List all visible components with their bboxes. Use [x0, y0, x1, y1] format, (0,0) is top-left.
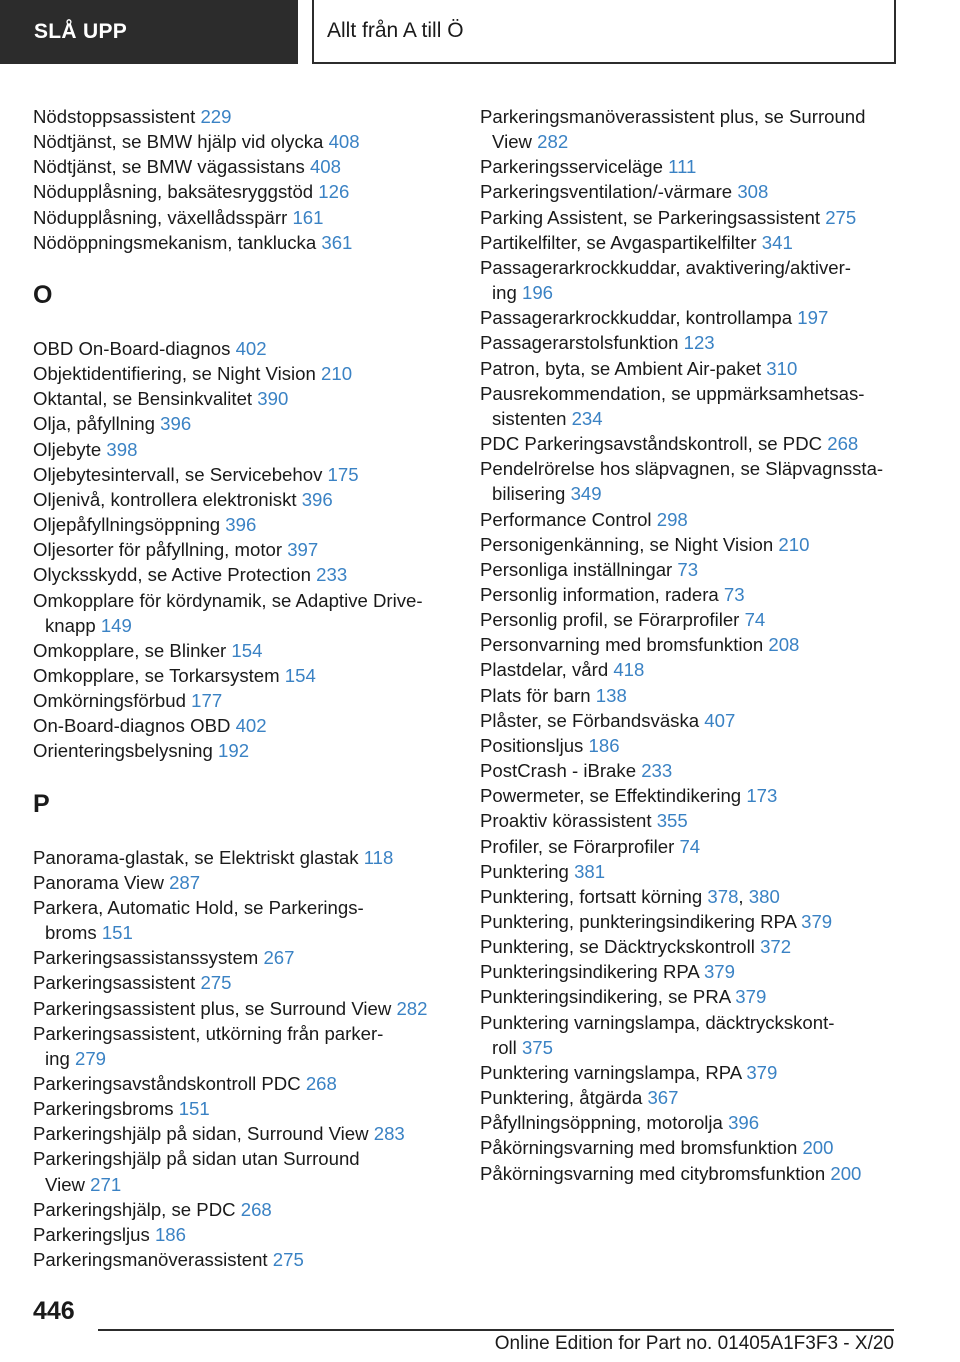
index-entry-term: Parkeringsassistent, utkörning från parker- — [33, 1022, 384, 1044]
index-entry-term: Personvarning med bromsfunktion — [480, 634, 764, 656]
index-entry — [480, 507, 920, 532]
index-entry — [480, 154, 920, 179]
footer-divider — [98, 1329, 894, 1331]
index-entry-term: Påkörningsvarning med bromsfunktion — [480, 1137, 798, 1159]
index-entry — [480, 733, 920, 758]
index-entry — [480, 808, 920, 833]
index-entry — [480, 532, 920, 557]
index-entry-term: Passagerarkrockkuddar, kontrollampa — [480, 307, 793, 329]
index-entry-term: Oljebyte — [33, 438, 102, 460]
page-reference-link[interactable]: 151 — [101, 922, 133, 944]
page-reference-link[interactable]: 396 — [728, 1112, 760, 1134]
page-reference-link[interactable]: 283 — [373, 1123, 405, 1145]
index-entry-term: Parkeringsserviceläge — [480, 156, 663, 178]
page-reference-link[interactable]: 375 — [521, 1036, 553, 1058]
index-entry — [480, 431, 920, 456]
index-entry-term: Plastdelar, vård — [480, 659, 609, 681]
index-entry-term: Omkopplare för kördynamik, se Adaptive Drive- — [33, 589, 423, 611]
page-reference-link[interactable]: 361 — [321, 231, 353, 253]
page-reference-link[interactable]: 73 — [677, 558, 699, 580]
index-entry-term: Parkeringsmanöverassistent — [33, 1249, 268, 1271]
index-entry-term: Oljebytesintervall, se Servicebehov — [33, 463, 323, 485]
page-reference-link[interactable]: 367 — [647, 1087, 679, 1109]
page-reference-link[interactable]: 74 — [679, 835, 701, 857]
index-entry-term: Parkeringshjälp på sidan utan Surround — [33, 1148, 360, 1170]
index-entry — [33, 411, 453, 436]
page-reference-link[interactable]: 74 — [744, 609, 766, 631]
index-entry — [480, 859, 920, 884]
index-entry-term: Partikelfilter, se Avgaspartikelfilter — [480, 231, 757, 253]
index-entry-term: Punktering, åtgärda — [480, 1087, 643, 1109]
index-entry-term: Pausrekommendation, se uppmärksamhetsas- — [480, 382, 865, 404]
index-entry — [33, 870, 453, 895]
page-reference-link[interactable]: 268 — [240, 1198, 272, 1220]
index-entry — [480, 758, 920, 783]
index-entry — [480, 1085, 920, 1110]
page-reference-link[interactable]: 200 — [830, 1162, 862, 1184]
index-entry-term: Parkeringsassistent plus, se Surround View — [33, 997, 392, 1019]
index-entry-term: Punkteringsindikering RPA — [480, 961, 699, 983]
page-reference-link[interactable]: 408 — [328, 131, 360, 153]
index-entry-term: Nödtjänst, se BMW hjälp vid olycka — [33, 131, 324, 153]
page-reference-link[interactable]: 275 — [272, 1249, 304, 1271]
index-entry-term: Punktering, se Däcktryckskontroll — [480, 936, 755, 958]
page-reference-link[interactable]: 138 — [595, 684, 627, 706]
index-entry — [480, 255, 920, 305]
page-title: Allt från A till Ö — [327, 19, 464, 42]
index-entry-term-continuation: roll — [492, 1036, 517, 1058]
index-entry — [480, 984, 920, 1009]
index-entry — [33, 1146, 453, 1196]
index-entry — [480, 356, 920, 381]
index-entry-term: Oljesorter för påfyllning, motor — [33, 539, 283, 561]
index-entry-term: Punktering — [480, 860, 569, 882]
index-entry-term: Parking Assistent, se Parkeringsassistent — [480, 206, 821, 228]
index-entry-term: Parkeringsavståndskontroll PDC — [33, 1073, 301, 1094]
index-entry — [480, 708, 920, 733]
index-entry-term: Personigenkänning, se Night Vision — [480, 533, 774, 555]
index-entry — [33, 845, 453, 870]
index-entry-term-continuation: ing — [45, 1047, 70, 1069]
index-entry — [480, 205, 920, 230]
index-entry-term-continuation: View — [45, 1173, 85, 1195]
index-entry — [33, 1071, 453, 1096]
index-entry — [480, 1161, 920, 1186]
page-reference-link[interactable]: 380 — [748, 885, 780, 907]
index-entry — [480, 381, 920, 431]
page-reference-link[interactable]: 402 — [235, 715, 267, 737]
page-reference-link[interactable]: 73 — [723, 583, 745, 605]
index-entry-term: Positionsljus — [480, 734, 584, 756]
index-entry-term: Punktering varningslampa, RPA — [480, 1061, 742, 1083]
index-entry-term: Parkeringsventilation/-värmare — [480, 181, 733, 203]
index-entry-term: Nödstoppsassistent — [33, 106, 196, 127]
page-reference-link[interactable]: 379 — [801, 911, 833, 932]
index-entry — [33, 361, 453, 386]
page-reference-link[interactable]: 175 — [327, 463, 359, 485]
index-entry-term: Oljenivå, kontrollera elektroniskt — [33, 488, 297, 510]
page-reference-link[interactable]: 341 — [761, 231, 793, 253]
index-entry-term: Olja, påfyllning — [33, 413, 155, 435]
page-reference-link[interactable]: 275 — [200, 972, 232, 994]
page-reference-link[interactable]: 355 — [656, 810, 688, 832]
index-entry-term: Punktering, punkteringsindikering RPA — [480, 911, 796, 932]
index-entry — [33, 970, 453, 995]
index-entry — [33, 336, 453, 361]
page-reference-link[interactable]: 111 — [668, 156, 697, 178]
page-reference-link[interactable]: 161 — [292, 206, 324, 228]
page-reference-link[interactable]: 177 — [191, 690, 223, 712]
page-reference-link[interactable]: 396 — [160, 413, 192, 435]
page-reference-link[interactable]: 408 — [309, 156, 341, 178]
index-entry — [480, 783, 920, 808]
page-reference-link[interactable]: 154 — [231, 639, 263, 661]
index-entry — [33, 663, 453, 688]
page-reference-link[interactable]: 282 — [537, 131, 569, 153]
page-reference-link[interactable]: 308 — [737, 181, 769, 203]
page-number: 446 — [33, 1297, 75, 1325]
index-entry-term: Påkörningsvarning med citybromsfunktion — [480, 1162, 826, 1184]
page-reference-link[interactable]: 200 — [802, 1137, 834, 1159]
index-entry — [33, 129, 453, 154]
index-entry-term-continuation: broms — [45, 922, 97, 944]
index-entry-term: Parkeringsmanöverassistent plus, se Surround — [480, 106, 866, 127]
index-entry — [480, 657, 920, 682]
page-reference-link[interactable]: 173 — [746, 785, 778, 807]
page-reference-link[interactable]: 390 — [257, 388, 289, 410]
index-entry-term: Objektidentifiering, se Night Vision — [33, 363, 316, 385]
index-entry-term: On-Board-diagnos OBD — [33, 715, 231, 737]
index-entry-term-continuation: bilisering — [492, 483, 566, 505]
page-reference-link[interactable]: 118 — [363, 846, 394, 868]
index-entry-term: Powermeter, se Effektindikering — [480, 785, 742, 807]
index-entry-term: Parkeringshjälp, se PDC — [33, 1198, 236, 1220]
index-entry — [480, 179, 920, 204]
index-entry-term: Punktering, fortsatt körning — [480, 885, 703, 907]
index-entry — [480, 1135, 920, 1160]
page-reference-link[interactable]: 379 — [746, 1061, 778, 1083]
page-reference-link[interactable]: 279 — [75, 1047, 107, 1069]
page-reference-link[interactable]: 229 — [200, 106, 232, 127]
index-entry — [33, 688, 453, 713]
index-entry-term: Personlig profil, se Förarprofiler — [480, 609, 740, 631]
index-entry-term-continuation: View — [492, 131, 532, 153]
index-entry-term: Oktantal, se Bensinkvalitet — [33, 388, 253, 410]
page-reference-link[interactable]: 197 — [797, 307, 829, 329]
index-entry-term: Punktering varningslampa, däcktryckskont- — [480, 1011, 835, 1033]
index-entry — [33, 1222, 453, 1247]
index-entry-term: PDC Parkeringsavståndskontroll, se PDC — [480, 433, 823, 455]
page-reference-link[interactable]: 151 — [178, 1098, 210, 1120]
index-entry-term: Panorama-glastak, se Elektriskt glastak — [33, 846, 359, 868]
edition-text: Online Edition for Part no. 01405A1F3F3 - X/20 — [494, 1333, 894, 1354]
index-entry — [33, 386, 453, 411]
index-entry — [480, 1060, 920, 1085]
page-reference-link[interactable]: 268 — [305, 1073, 337, 1094]
section-tab-label: SLÅ UPP — [34, 20, 128, 43]
index-entry — [480, 230, 920, 255]
page-reference-link[interactable]: 407 — [704, 709, 736, 731]
page-reference-link[interactable]: 282 — [396, 997, 428, 1019]
index-entry-term: Parkeringsljus — [33, 1223, 150, 1245]
page-reference-link[interactable]: 381 — [574, 860, 606, 882]
index-entry — [480, 934, 920, 959]
index-column-left — [33, 104, 453, 1272]
page-reference-link[interactable]: 210 — [321, 363, 353, 385]
index-entry-term: Pendelrörelse hos släpvagnen, se Släpvagnssta- — [480, 458, 884, 480]
index-entry-term: Orienteringsbelysning — [33, 740, 213, 762]
index-entry — [33, 738, 453, 763]
index-entry-term: Parkeringshjälp på sidan, Surround View — [33, 1123, 369, 1145]
index-entry — [480, 683, 920, 708]
index-entry-term: Passagerarkrockkuddar, avaktivering/aktiver- — [480, 256, 852, 278]
page-reference-link[interactable]: 372 — [760, 936, 792, 958]
page-reference-link[interactable]: 378 — [707, 885, 739, 907]
index-entry — [33, 179, 453, 204]
page-reference-link[interactable]: 379 — [703, 961, 735, 983]
index-column-right — [480, 104, 920, 1186]
page-reference-link[interactable]: 123 — [683, 332, 715, 354]
index-entry — [480, 557, 920, 582]
page-reference-link[interactable]: 396 — [225, 514, 257, 536]
index-entry-term: Parkeringsassistent — [33, 972, 196, 994]
page-reference-link[interactable]: 267 — [263, 947, 295, 969]
index-entry-term: Påfyllningsöppning, motorolja — [480, 1112, 723, 1134]
index-entry — [33, 154, 453, 179]
index-entry — [480, 834, 920, 859]
index-entry — [33, 512, 453, 537]
index-entry-term: Patron, byta, se Ambient Air-paket — [480, 357, 762, 379]
page-reference-link[interactable]: 398 — [106, 438, 138, 460]
index-entry-term: Plats för barn — [480, 684, 591, 706]
page-reference-link[interactable]: 402 — [235, 337, 267, 359]
index-entry — [480, 582, 920, 607]
index-entry — [33, 945, 453, 970]
index-entry — [33, 104, 453, 129]
index-entry-term-continuation: sistenten — [492, 407, 567, 429]
index-entry-term: Nödöppningsmekanism, tanklucka — [33, 231, 317, 253]
index-entry — [33, 1247, 453, 1272]
index-entry — [33, 638, 453, 663]
index-entry-term: Passagerarstolsfunktion — [480, 332, 679, 354]
page-reference-link[interactable]: 379 — [735, 986, 767, 1008]
index-entry — [33, 205, 453, 230]
index-entry-term: Parkeringsbroms — [33, 1098, 174, 1120]
page-reference-link[interactable]: 418 — [613, 659, 645, 681]
page-reference-link[interactable]: 233 — [641, 760, 673, 782]
index-entry-term: Nödupplåsning, baksätesryggstöd — [33, 181, 314, 203]
index-entry-term: Profiler, se Förarprofiler — [480, 835, 675, 857]
index-entry-term: Nödtjänst, se BMW vägassistans — [33, 156, 305, 178]
page-reference-link[interactable]: 210 — [778, 533, 810, 555]
index-entry: Punktering, fortsatt körning 378, 380 — [480, 885, 780, 907]
index-entry — [33, 588, 453, 638]
page-reference-link[interactable]: 298 — [656, 508, 688, 530]
index-entry-term: Performance Control — [480, 508, 652, 530]
page-reference-link[interactable]: 397 — [287, 539, 319, 561]
index-entry — [33, 230, 453, 255]
index-entry — [33, 1197, 453, 1222]
index-entry-term: Panorama View — [33, 871, 164, 893]
index-entry — [33, 1121, 453, 1146]
index-entry-term: PostCrash - iBrake — [480, 760, 637, 782]
index-entry — [33, 1021, 453, 1071]
page-reference-link[interactable]: 271 — [90, 1173, 122, 1195]
page-reference-link[interactable]: 208 — [768, 634, 800, 656]
index-entry-term: Plåster, se Förbandsväska — [480, 709, 700, 731]
index-entry-term: Parkeringsassistanssystem — [33, 947, 259, 969]
page-reference-link[interactable]: 234 — [571, 407, 603, 429]
index-entry — [480, 1110, 920, 1135]
index-entry — [480, 607, 920, 632]
index-letter-heading: O — [33, 280, 53, 309]
index-entry-term: Punkteringsindikering, se PRA — [480, 986, 731, 1008]
index-entry-term: Parkera, Automatic Hold, se Parkerings- — [33, 896, 364, 918]
index-entry — [480, 305, 920, 330]
index-entry — [33, 437, 453, 462]
index-entry — [33, 462, 453, 487]
page-reference-link[interactable]: 196 — [522, 282, 554, 304]
page-reference-link[interactable]: 396 — [301, 488, 333, 510]
index-entry — [33, 996, 453, 1021]
index-entry — [480, 959, 920, 984]
index-entry — [480, 330, 920, 355]
index-entry-term: Omkopplare, se Torkarsystem — [33, 664, 280, 686]
index-entry — [33, 537, 453, 562]
index-entry-term: Proaktiv körassistent — [480, 810, 652, 832]
page-reference-link[interactable]: 349 — [570, 483, 602, 505]
index-entry-term: Omkopplare, se Blinker — [33, 639, 227, 661]
page-reference-link[interactable]: 268 — [827, 433, 859, 455]
index-entry — [33, 1096, 453, 1121]
page-title-bar — [312, 0, 896, 64]
page-reference-link[interactable]: 275 — [825, 206, 857, 228]
index-entry — [480, 456, 920, 506]
index-entry-term: Nödupplåsning, växellådsspärr — [33, 206, 288, 228]
index-entry-term: Personliga inställningar — [480, 558, 673, 580]
index-entry-term: Omkörningsförbud — [33, 690, 186, 712]
index-letter-heading: P — [33, 789, 50, 818]
page-reference-link[interactable]: 126 — [318, 181, 350, 203]
index-entry — [33, 562, 453, 587]
page-reference-link[interactable]: 186 — [588, 734, 620, 756]
index-entry — [480, 104, 920, 154]
index-entry — [33, 895, 453, 945]
index-entry-term-continuation: ing — [492, 282, 517, 304]
page-reference-link[interactable]: 233 — [316, 564, 348, 586]
index-entry — [33, 487, 453, 512]
index-entry — [480, 632, 920, 657]
index-entry-term: OBD On-Board-diagnos — [33, 337, 231, 359]
index-entry — [33, 713, 453, 738]
page-reference-link[interactable]: 287 — [169, 871, 201, 893]
index-entry-term: Olycksskydd, se Active Protection — [33, 564, 311, 586]
index-entry — [480, 1010, 920, 1060]
page-reference-link[interactable]: 192 — [218, 740, 250, 762]
index-entry-term: Oljepåfyllningsöppning — [33, 514, 221, 536]
index-entry-term: Personlig information, radera — [480, 583, 719, 605]
index-entry — [480, 909, 920, 934]
page-reference-link[interactable]: 310 — [766, 357, 798, 379]
page-reference-link[interactable]: 149 — [100, 614, 132, 636]
page-reference-link[interactable]: 186 — [154, 1223, 186, 1245]
section-tab[interactable] — [0, 0, 298, 64]
index-entry-term-continuation: knapp — [45, 614, 96, 636]
page-reference-link[interactable]: 154 — [284, 664, 316, 686]
